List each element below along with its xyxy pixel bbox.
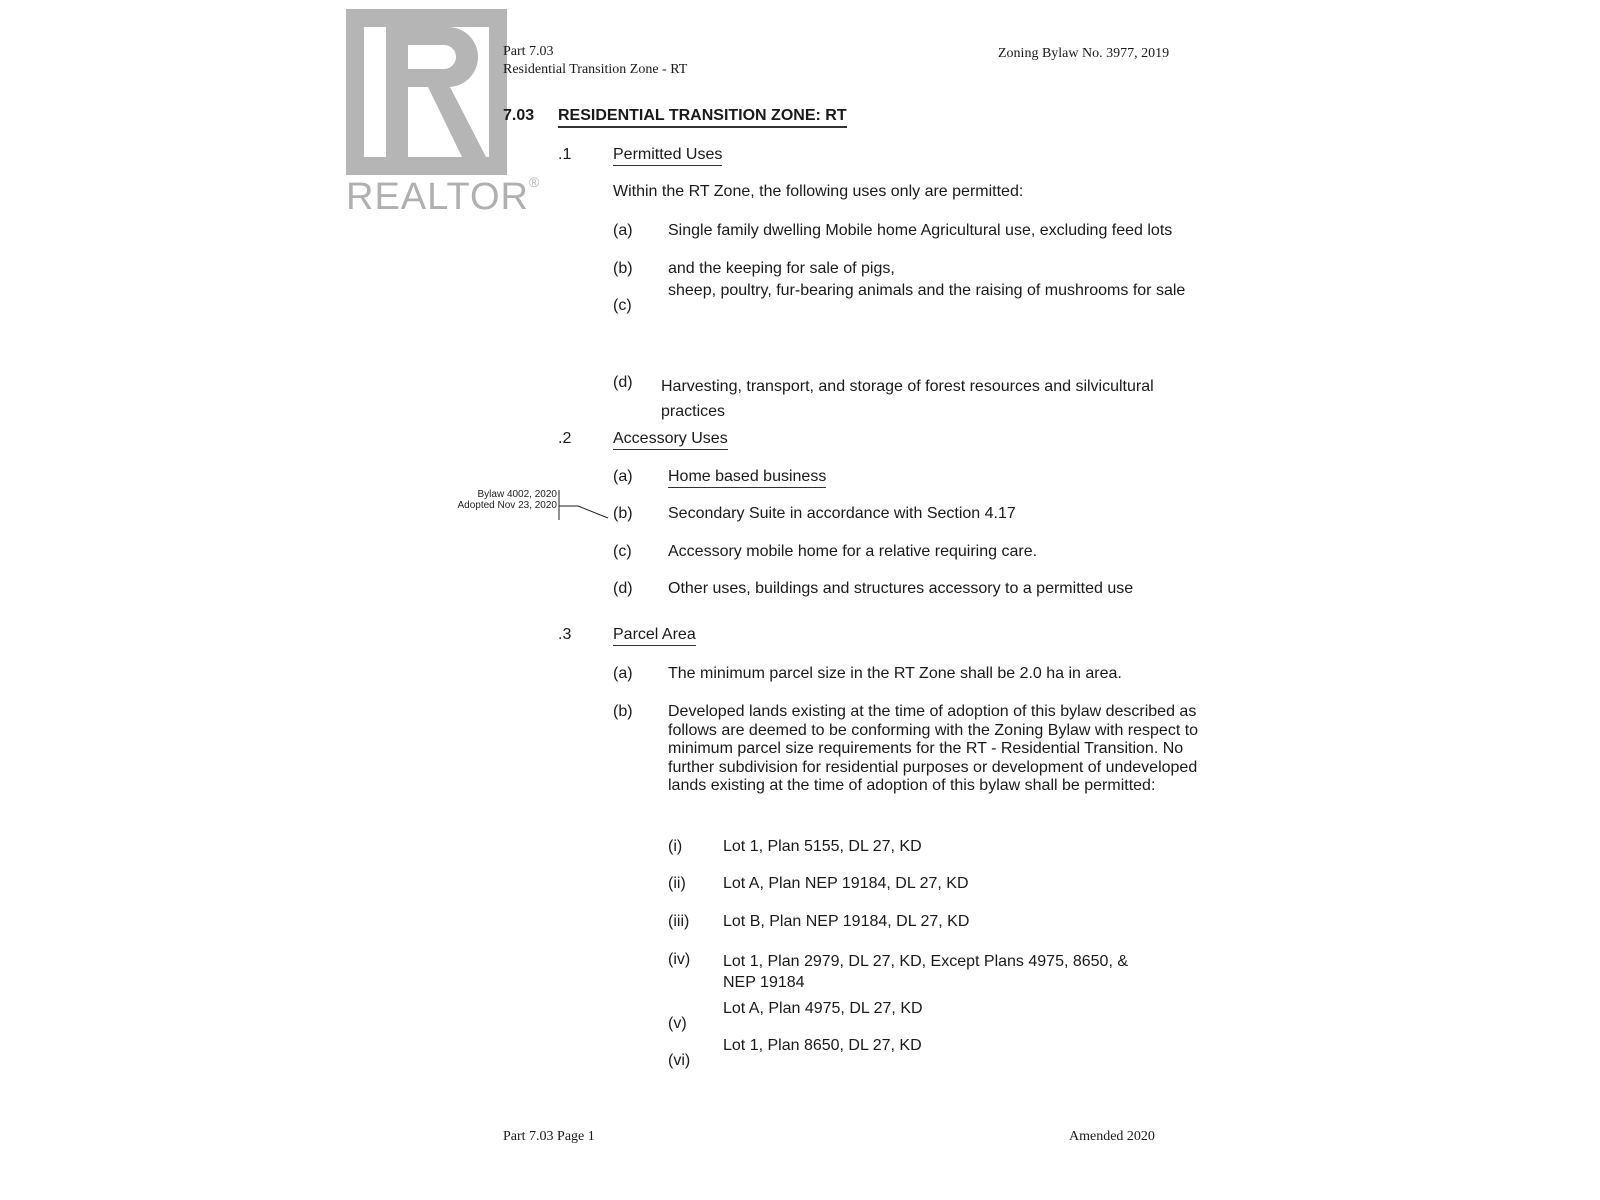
footer-page: Part 7.03 Page 1 xyxy=(503,1129,595,1144)
sub3-heading: Parcel Area xyxy=(613,626,696,646)
sub3-number: .3 xyxy=(558,626,572,643)
list-item-label: (d) xyxy=(613,580,633,597)
list-item-text: Other uses, buildings and structures accessory to a permitted use xyxy=(668,580,1134,597)
lot-label: (v) xyxy=(668,1015,687,1032)
list-item-label: (b) xyxy=(613,260,633,277)
list-item-label: (b) xyxy=(613,505,633,522)
list-item-text: Harvesting, transport, and storage of forest resources and silvicultural practices xyxy=(661,378,1154,420)
realtor-logo-icon xyxy=(346,9,507,175)
sub1-intro: Within the RT Zone, the following uses only are permitted: xyxy=(613,183,1024,200)
list-item-text: Accessory mobile home for a relative requiring care. xyxy=(668,543,1038,560)
list-item-text: sheep, poultry, fur-bearing animals and the raising of mushrooms for sale xyxy=(668,282,1186,299)
list-item-text: Secondary Suite in accordance with Section 4.17 xyxy=(668,505,1016,522)
list-item-text: Single family dwelling Mobile home Agricultural use, excluding feed lots xyxy=(668,222,1173,239)
lot-label: (i) xyxy=(668,838,683,855)
list-item-text: and the keeping for sale of pigs, xyxy=(668,260,895,277)
sub1-number: .1 xyxy=(558,146,572,163)
section-title: RESIDENTIAL TRANSITION ZONE: RT xyxy=(558,107,847,128)
sub1-heading: Permitted Uses xyxy=(613,146,722,166)
list-item-label: (d) xyxy=(613,374,633,391)
lot-text: Lot 1, Plan 5155, DL 27, KD xyxy=(723,838,922,855)
list-item-label: (a) xyxy=(613,468,633,485)
list-item-label: (a) xyxy=(613,222,633,239)
lot-text: Lot B, Plan NEP 19184, DL 27, KD xyxy=(723,913,970,930)
list-item-text: The minimum parcel size in the RT Zone shall be 2.0 ha in area. xyxy=(668,665,1122,682)
lot-label: (vi) xyxy=(668,1052,691,1069)
lot-text: Lot 1, Plan 8650, DL 27, KD xyxy=(723,1037,922,1054)
realtor-wordmark: REALTOR® xyxy=(346,174,541,218)
list-item-text: Developed lands existing at the time of adoption of this bylaw described as follows are deemed to be conforming with the Zoning Bylaw with respect to minimum parcel size requirements for the RT - Residential Transition. No further subdivision for residential purposes or development of undeveloped lands existing at the time of adoption of this bylaw shall be permitted: xyxy=(668,703,1199,794)
lot-label: (iii) xyxy=(668,913,690,930)
lot-text: Lot A, Plan NEP 19184, DL 27, KD xyxy=(723,875,969,892)
margin-note-line2: Adopted Nov 23, 2020 xyxy=(457,500,557,511)
list-item-text: Home based business xyxy=(668,468,826,488)
list-item-label: (c) xyxy=(613,297,632,314)
margin-note-line1: Bylaw 4002, 2020 xyxy=(477,489,557,500)
lot-label: (ii) xyxy=(668,875,686,892)
lot-text: Lot A, Plan 4975, DL 27, KD xyxy=(723,1000,923,1017)
sub2-heading: Accessory Uses xyxy=(613,430,728,450)
section-number: 7.03 xyxy=(503,107,535,124)
lot-text: Lot 1, Plan 2979, DL 27, KD, Except Plans 4975, 8650, & NEP 19184 xyxy=(723,953,1129,991)
lot-label: (iv) xyxy=(668,951,691,968)
sub2-number: .2 xyxy=(558,430,572,447)
header-bylaw: Zoning Bylaw No. 3977, 2019 xyxy=(998,46,1170,61)
list-item-label: (b) xyxy=(613,703,633,720)
list-item-label: (a) xyxy=(613,665,633,682)
list-item-label: (c) xyxy=(613,543,632,560)
header-part: Part 7.03 xyxy=(503,44,554,59)
margin-note xyxy=(440,489,557,511)
margin-note-bracket-icon xyxy=(558,490,610,522)
footer-amended: Amended 2020 xyxy=(1069,1129,1155,1144)
header-zone-name: Residential Transition Zone - RT xyxy=(503,62,688,77)
